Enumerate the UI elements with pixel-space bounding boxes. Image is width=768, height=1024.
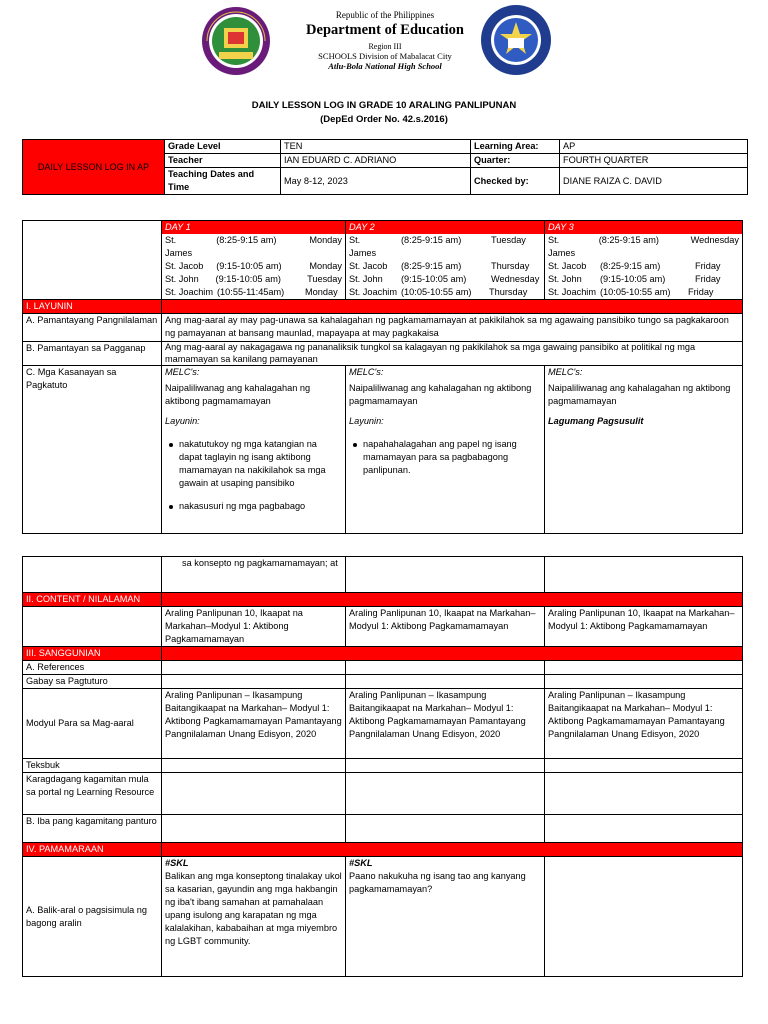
pamamaraan-section: IV. PAMAMARAAN [23, 843, 162, 857]
blank-cell [346, 557, 545, 593]
references-label: A. References [23, 661, 162, 675]
melc-text: Naipaliliwanag ang kahalagahan ng aktibong pagmamamayan [548, 383, 731, 406]
content-section: II. CONTENT / NILALAMAN [23, 593, 162, 607]
pamantayang-label: A. Pamantayang Pangnilalaman [23, 314, 162, 342]
day2-row: St. James (8:25-9:15 am) Tuesday [349, 235, 526, 258]
balik-aral-day2 [346, 857, 545, 977]
modyul-day1: Araling Panlipunan – Ikasampung Baitangikaapat na Markahan– Modyul 1: Aktibong Pagkamamamayan Pamantayang Pangnilalaman Unang Edisyon, 2020 [162, 689, 346, 759]
day3-row: St. James (8:25-9:15 am) Wednesday [548, 235, 739, 258]
day2-cell [346, 221, 545, 300]
pagganap-label: B. Pamantayan sa Pagganap [23, 342, 162, 366]
pagganap-text: Ang mag-aaral ay nakagagawa ng pananaliksik tungkol sa kalagayan ng pakikilahok sa mga gawaing pansibiko at politikal ng mga mamamayan sa kanilang pamayanan [162, 342, 743, 366]
day3-title: DAY 3 [545, 221, 742, 234]
blank-cell [162, 773, 346, 815]
objective-item: nakasusuri ng mga pagbabago [179, 500, 342, 513]
modyul-day2: Araling Panlipunan – Ikasampung Baitangikaapat na Markahan– Modyul 1: Aktibong Pagkamamamayan Pamantayang Pangnilalaman Unang Edisyon, 2020 [346, 689, 545, 759]
teksbuk-label: Teksbuk [23, 759, 162, 773]
document-subtitle: (DepEd Order No. 42.s.2016) [320, 114, 448, 125]
blank-cell [23, 557, 162, 593]
learning-area-value: AP [560, 140, 748, 154]
layunin-section: I. LAYUNIN [23, 300, 162, 314]
blank-cell [162, 815, 346, 843]
lesson-table [22, 220, 743, 534]
balik-aral-label: A. Balik-aral o pagsisimula ng bagong aralin [23, 857, 162, 977]
checked-value: DIANE RAIZA C. DAVID [560, 168, 748, 195]
blank-cell [346, 675, 545, 689]
quarter-label: Quarter: [471, 154, 560, 168]
sanggunian-section-fill [162, 647, 743, 661]
blank-cell [545, 815, 743, 843]
sanggunian-section: III. SANGGUNIAN [23, 647, 162, 661]
skl-tag: #SKL [165, 858, 189, 868]
balik-aral-day3 [545, 857, 743, 977]
school-line: Atlu-Bola National High School [328, 61, 442, 71]
blank-cell [162, 661, 346, 675]
iba-label: B. Iba pang kagamitang panturo [23, 815, 162, 843]
day3-row: St. Joachim (10:05-10:55 am) Friday [548, 287, 714, 297]
learning-area-label: Learning Area: [471, 140, 560, 154]
teacher-label: Teacher [165, 154, 281, 168]
kasanayan-day2 [346, 366, 545, 534]
blank-cell [162, 675, 346, 689]
balik-aral-text: Paano nakukuha ng isang tao ang kanyang pagkamamamayan? [349, 871, 526, 894]
karagdagang-label: Karagdagang kagamitan mula sa portal ng Learning Resource [23, 773, 162, 815]
blank-cell [346, 661, 545, 675]
melc-label: MELC's: [548, 367, 583, 377]
teacher-value: IAN EDUARD C. ADRIANO [281, 154, 471, 168]
day2-row: St. John (9:15-10:05 am) Wednesday [349, 274, 540, 284]
day1-row: St. James (8:25-9:15 am) Monday [165, 235, 342, 258]
gabay-label: Gabay sa Pagtuturo [23, 675, 162, 689]
day2-row: St. Joachim (10:05-10:55 am) Thursday [349, 287, 528, 297]
day2-row: St. Jacob (8:25-9:15 am) Thursday [349, 261, 530, 271]
content-section-fill [162, 593, 743, 607]
pamantayang-text: Ang mag-aaral ay may pag-unawa sa kahalagahan ng pagkamamamayan at pakikilahok sa mg agawaing pansibiko tungo sa pagkakaroon ng pamayanan at bansang maunlad, mapayapa at may pagkakaisa [162, 314, 743, 342]
day1-schedule [162, 234, 345, 299]
lesson-table-continued [22, 556, 743, 977]
modyul-day3: Araling Panlipunan – Ikasampung Baitangikaapat na Markahan– Modyul 1: Aktibong Pagkamamamayan Pamantayang Pangnilalaman Unang Edisyon, 2020 [545, 689, 743, 759]
grade-level-label: Grade Level [165, 140, 281, 154]
region-line: Region III [368, 42, 402, 51]
balik-aral-text: Balikan ang mga konseptong tinalakay ukol sa kasarian, gayundin ang mga hakbangin ng iba't ibang samahan at pamahalaan upang isulong ang karapatan ng mga kalalakihan, kababaihan at mga miyembro ng LGBT community. [165, 871, 342, 946]
carry-over-text: sa konsepto ng pagkamamamayan; at [162, 557, 346, 593]
dates-value: May 8-12, 2023 [281, 168, 471, 195]
department-title: Department of Education [306, 22, 464, 38]
kasanayan-day3 [545, 366, 743, 534]
day1-objectives [165, 438, 342, 513]
checked-label: Checked by: [471, 168, 560, 195]
blank-cell [346, 773, 545, 815]
day1-row: St. Joachim (10:55-11:45am) Monday [165, 287, 338, 297]
blank-cell [346, 815, 545, 843]
blank-cell [545, 773, 743, 815]
content-day2: Araling Panlipunan 10, Ikaapat na Markahan–Modyul 1: Aktibong Pagkamamamayan [346, 607, 545, 647]
objective-item: napahahalagahan ang papel ng isang mamamayan para sa pagbabagong panlipunan. [363, 438, 541, 477]
division-line: SCHOOLS Division of Mabalacat City [318, 51, 452, 61]
blank-cell [545, 675, 743, 689]
layunin-label: Layunin: [349, 416, 384, 426]
blank-cell [545, 557, 743, 593]
day3-schedule [545, 234, 742, 299]
balik-aral-day1 [162, 857, 346, 977]
blank-cell [545, 661, 743, 675]
modyul-label: Modyul Para sa Mag-aaral [23, 689, 162, 759]
blank-cell [545, 759, 743, 773]
day1-row: St. John (9:15-10:05 am) Tuesday [165, 274, 342, 284]
content-day1: Araling Panlipunan 10, Ikaapat na Markahan–Modyul 1: Aktibong Pagkamamamayan [162, 607, 346, 647]
day1-row: St. Jacob (9:15-10:05 am) Monday [165, 261, 342, 271]
content-day3: Araling Panlipunan 10, Ikaapat na Markahan–Modyul 1: Aktibong Pagkamamamayan [545, 607, 743, 647]
day1-title: DAY 1 [162, 221, 345, 234]
day3-cell [545, 221, 743, 300]
info-table [22, 139, 748, 195]
pamamaraan-section-fill [162, 843, 743, 857]
objective-item: nakatutukoy ng mga katangian na dapat taglayin ng isang aktibong mamamayan na nakikilahok sa mga gawain at usaping pansibiko [179, 438, 342, 490]
quarter-value: FOURTH QUARTER [560, 154, 748, 168]
day3-row: St. Jacob (8:25-9:15 am) Friday [548, 261, 721, 271]
blank-cell [162, 759, 346, 773]
grade-level-value: TEN [281, 140, 471, 154]
melc-label: MELC's: [165, 367, 200, 377]
kasanayan-day1 [162, 366, 346, 534]
document-title: DAILY LESSON LOG IN GRADE 10 ARALING PANLIPUNAN [251, 100, 517, 111]
melc-text: Naipaliliwanag ang kahalagahan ng aktibong pagmamamayan [349, 383, 532, 406]
lagumang-pagsusulit: Lagumang Pagsusulit [548, 416, 644, 426]
day2-objectives [349, 438, 541, 477]
day1-cell [162, 221, 346, 300]
blank-corner [23, 221, 162, 300]
kasanayan-label: C. Mga Kasanayan sa Pagkatuto [23, 366, 162, 534]
melc-text: Naipaliliwanag ang kahalagahan ng aktibong pagmamamayan [165, 383, 311, 406]
day2-title: DAY 2 [346, 221, 544, 234]
dates-label: Teaching Dates and Time [165, 168, 281, 195]
day3-row: St. John (9:15-10:05 am) Friday [548, 274, 721, 284]
republic-line: Republic of the Philippines [335, 10, 435, 20]
blank-cell [23, 607, 162, 647]
layunin-section-fill [162, 300, 743, 314]
melc-label: MELC's: [349, 367, 384, 377]
layunin-label: Layunin: [165, 416, 200, 426]
day2-schedule [346, 234, 544, 299]
info-label: DAILY LESSON LOG IN AP [23, 140, 165, 195]
blank-cell [346, 759, 545, 773]
skl-tag: #SKL [349, 858, 373, 868]
